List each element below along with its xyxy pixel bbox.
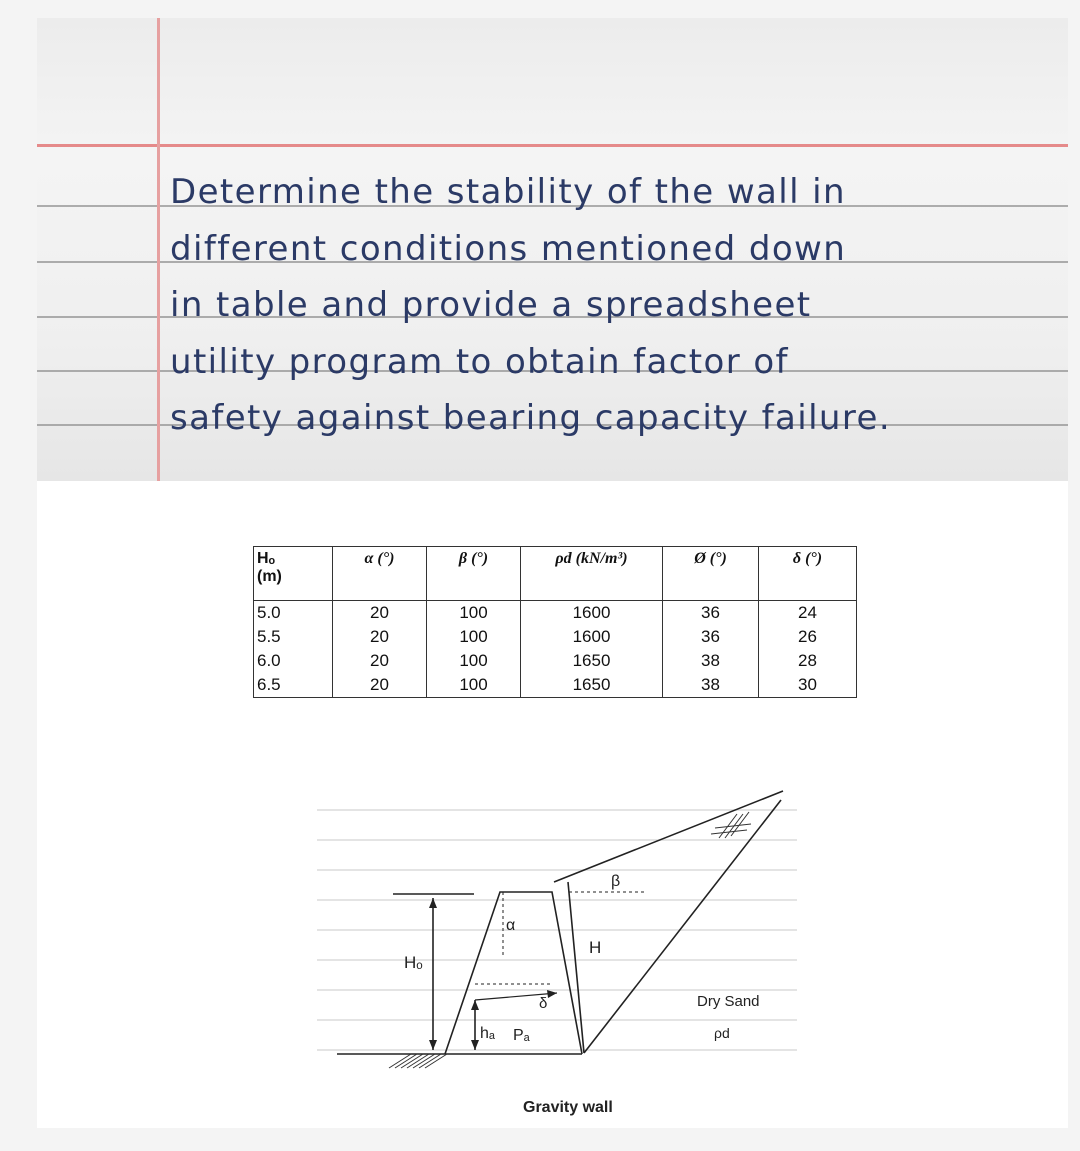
problem-line: Determine the stability of the wall in — [170, 172, 846, 212]
cell-Ho: 6.0 — [254, 649, 333, 673]
margin-line — [157, 18, 160, 481]
problem-line: utility program to obtain factor of — [170, 341, 789, 382]
problem-line: safety against bearing capacity failure. — [170, 398, 892, 438]
label-ha: hₐ — [480, 1025, 495, 1042]
cell-beta: 100 — [427, 673, 521, 698]
header-delta-label: δ (°) — [792, 550, 823, 567]
cell-Ho: 5.0 — [254, 601, 333, 626]
header-delta — [759, 547, 857, 601]
diagram-caption: Gravity wall — [523, 1099, 613, 1116]
cell-delta: 26 — [759, 625, 857, 649]
background-lines — [317, 810, 797, 1050]
cell-beta: 100 — [427, 601, 521, 626]
cell-delta: 28 — [759, 649, 857, 673]
table-row — [254, 625, 857, 649]
table-row — [254, 601, 857, 626]
table-header-row — [254, 547, 857, 601]
cell-rho: 1650 — [521, 649, 663, 673]
cell-rho: 1650 — [521, 673, 663, 698]
header-phi — [663, 547, 759, 601]
header-alpha-label: α (°) — [364, 550, 395, 567]
label-alpha: α — [506, 917, 516, 934]
header-rho-label: ρd (kN/m³) — [555, 550, 628, 567]
header-Ho — [254, 547, 333, 601]
conditions-table — [253, 546, 857, 698]
cell-beta: 100 — [427, 649, 521, 673]
label-dry-sand: Dry Sand — [697, 993, 760, 1010]
header-Ho-symbol: Hₒ — [257, 550, 276, 567]
failure-plane — [584, 800, 781, 1053]
header-Ho-unit: (m) — [257, 568, 282, 585]
cell-phi: 36 — [663, 601, 759, 626]
table-row — [254, 649, 857, 673]
document-sheet — [37, 18, 1068, 1128]
ruled-line — [37, 144, 1068, 147]
problem-line: in table and provide a spreadsheet — [170, 285, 812, 325]
cell-phi: 38 — [663, 673, 759, 698]
handwritten-problem-statement — [170, 164, 891, 447]
cell-delta: 24 — [759, 601, 857, 626]
header-alpha — [333, 547, 427, 601]
cell-phi: 36 — [663, 625, 759, 649]
header-beta-label: β (°) — [458, 550, 489, 567]
cell-alpha: 20 — [333, 649, 427, 673]
problem-line: different conditions mentioned down — [170, 228, 847, 269]
header-beta — [427, 547, 521, 601]
cell-rho: 1600 — [521, 625, 663, 649]
label-H: H — [589, 938, 602, 957]
table-row — [254, 673, 857, 698]
label-delta: δ — [539, 995, 548, 1012]
cell-Ho: 6.5 — [254, 673, 333, 698]
cell-alpha: 20 — [333, 673, 427, 698]
label-rho-d: ρd — [714, 1025, 730, 1041]
cell-alpha: 20 — [333, 601, 427, 626]
cell-Ho: 5.5 — [254, 625, 333, 649]
label-PA: Pₐ — [513, 1027, 530, 1044]
label-Ho: Hₒ — [404, 953, 423, 972]
height-line-H — [568, 882, 584, 1053]
header-rho — [521, 547, 663, 601]
gravity-wall-diagram — [307, 788, 827, 1118]
cell-beta: 100 — [427, 625, 521, 649]
cell-rho: 1600 — [521, 601, 663, 626]
cell-phi: 38 — [663, 649, 759, 673]
wall-geometry — [337, 791, 783, 1054]
hatching — [389, 812, 751, 1068]
cell-delta: 30 — [759, 673, 857, 698]
backfill-slope — [554, 791, 783, 882]
notebook-paper-image — [37, 18, 1068, 481]
header-phi-label: Ø (°) — [694, 550, 727, 567]
cell-alpha: 20 — [333, 625, 427, 649]
label-beta: β — [611, 873, 621, 890]
